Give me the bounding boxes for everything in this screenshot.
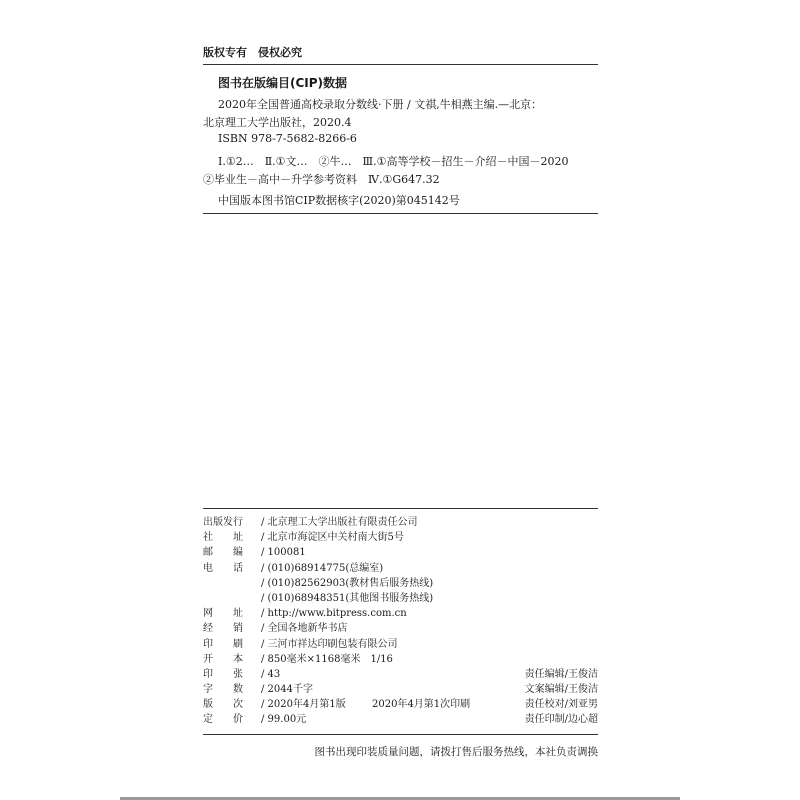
publication-label: 出版发行 [203,517,243,528]
publication-credit: 责任校对/刘亚男 [524,699,598,711]
publication-label: 字 数 [203,684,243,696]
publication-value: / 2044千字 [261,684,313,696]
copyright-line: 版权专有 侵权必究 [203,46,302,59]
publication-value: / 北京理工大学出版社有限责任公司 [261,517,418,528]
publication-row [203,637,598,652]
publication-label: 经 销 [203,623,243,635]
publication-value: / 100081 [261,547,306,559]
publication-row [203,667,598,682]
publication-label: 印 张 [203,668,243,680]
publication-value: / (010)68914775(总编室) [261,562,384,574]
publication-value: / 北京市海淀区中关村南大街5号 [261,532,404,544]
publication-label: 电 话 [203,562,243,574]
publication-value: / (010)82562903(教材售后服务热线) [261,577,434,589]
cip-line-classification-cont: ②毕业生－高中－升学参考资料 Ⅳ.①G647.32 [203,173,440,186]
publication-row [203,515,598,530]
cip-line-isbn: ISBN 978-7-5682-8266-6 [218,132,357,145]
publication-row [203,606,598,621]
publication-row [203,682,598,697]
publication-row [203,652,598,667]
publication-label: 版 次 [203,699,243,711]
cip-line-record-number: 中国版本图书馆CIP数据核字(2020)第045142号 [218,194,460,207]
publication-label: 开 本 [203,653,243,665]
top-rule [203,64,598,65]
publication-label: 印 刷 [203,638,243,650]
publication-row [203,712,598,727]
publication-row [203,621,598,636]
publication-label: 社 址 [203,532,243,544]
publication-value: / 850毫米×1168毫米 1/16 [261,653,393,665]
publication-label: 网 址 [203,608,243,620]
cip-bottom-rule [203,213,598,214]
publication-credit: 文案编辑/王俊洁 [524,684,598,696]
publication-value: / 43 [261,668,281,680]
quality-notice: 图书出现印装质量问题，请拨打售后服务热线，本社负责调换 [314,746,598,758]
publication-value: / 全国各地新华书店 [261,623,348,635]
publication-value: / 2020年4月第1版 [261,699,346,711]
cip-heading: 图书在版编目(CIP)数据 [218,76,348,90]
publication-row [203,576,598,591]
pub-bottom-rule [203,734,598,735]
publication-middle: 2020年4月第1次印刷 [372,699,471,711]
publication-value: / (010)68948351(其他图书服务热线) [261,592,434,604]
publication-table [203,515,598,728]
publication-credit: 责任编辑/王俊洁 [524,668,598,680]
publication-row [203,591,598,606]
cip-line-publisher: 北京理工大学出版社，2020.4 [203,116,352,129]
publication-credit: 责任印制/边心超 [524,714,598,726]
cip-line-title: 2020年全国普通高校录取分数线·下册 / 文祺,牛相燕主编.—北京： [218,98,543,111]
publication-label: 邮 编 [203,547,243,559]
publication-value: / 三河市祥达印刷包装有限公司 [261,638,398,650]
publication-value: / http://www.bitpress.com.cn [261,608,407,620]
publication-value: / 99.00元 [261,714,307,726]
publication-row [203,697,598,712]
pub-top-rule [203,508,598,509]
publication-row [203,530,598,545]
publication-row [203,561,598,576]
publication-label: 定 价 [203,714,243,726]
cip-line-classification: Ⅰ.①2… Ⅱ.①文… ②牛… Ⅲ.①高等学校－招生－介绍－中国－2020 [218,155,569,168]
publication-row [203,545,598,560]
